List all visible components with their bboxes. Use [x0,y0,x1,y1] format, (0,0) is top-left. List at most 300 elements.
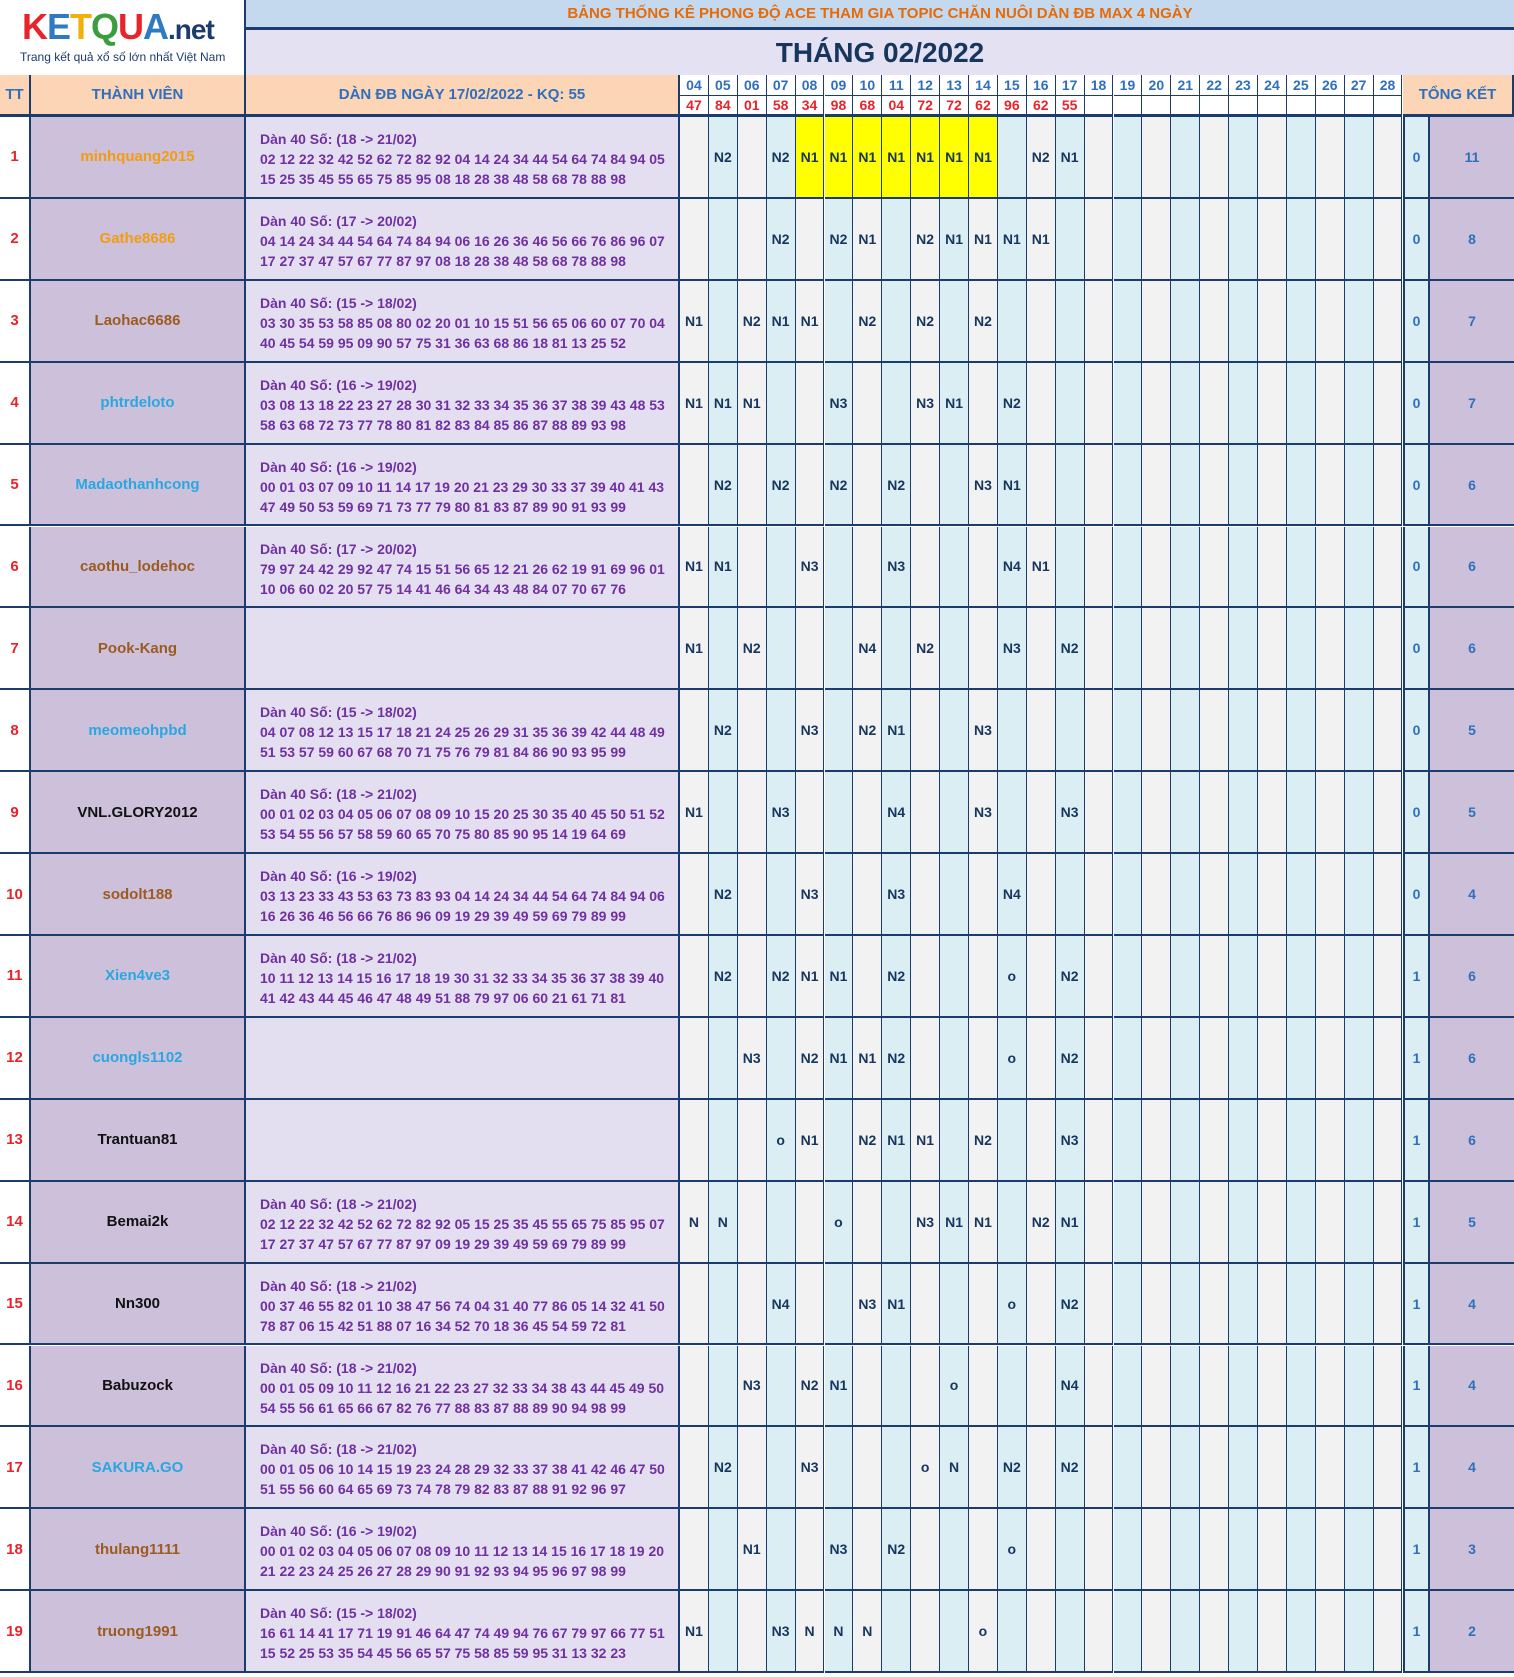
member-name[interactable]: sodolt188 [31,854,246,936]
result-cell [969,1018,998,1100]
result-cell [1229,1509,1258,1591]
result-cell [1229,1591,1258,1673]
result-cell [1142,199,1171,281]
result-cell: N2 [998,363,1027,445]
result-cell: N1 [738,1509,767,1591]
dan-line: 02 12 22 32 42 52 62 72 82 92 05 15 25 35 45 55 65 75 85 95 07 [260,1215,665,1232]
dan-line: 21 22 23 24 25 26 27 28 29 90 91 92 93 94 95 96 97 98 99 [260,1563,626,1580]
result-cell [738,690,767,772]
result-cell [1345,1427,1374,1509]
dan-line: 10 06 60 02 20 57 75 14 41 46 64 34 43 48 84 07 70 67 76 [260,580,626,597]
result-cell: N2 [825,199,854,281]
result-cell [767,854,796,936]
member-name[interactable]: Bemai2k [31,1182,246,1264]
result-cell [1027,1100,1056,1182]
result-cell: N3 [969,690,998,772]
result-cell [1229,281,1258,363]
day-header: 14 [969,75,998,96]
result-cell: o [911,1427,940,1509]
day-header: 18 [1085,75,1114,96]
dan-line: Dàn 40 Số: (16 -> 19/02) [260,458,417,475]
result-cell [1316,1427,1345,1509]
result-cell [1287,281,1316,363]
member-name[interactable]: Xien4ve3 [31,936,246,1018]
result-cell [1142,936,1171,1018]
dan-line: 79 97 24 42 29 92 47 74 15 51 56 65 12 21 26 62 19 91 69 96 01 [260,560,665,577]
result-cell [1287,445,1316,527]
result-cell [767,608,796,690]
result-cell [1229,1427,1258,1509]
result-cell [1345,1018,1374,1100]
result-cell: N3 [911,1182,940,1264]
result-cell: N4 [998,854,1027,936]
result-cell [825,772,854,854]
dan-line: Dàn 40 Số: (15 -> 18/02) [260,1605,417,1622]
summary-miss: 1 [1403,1591,1430,1673]
result-cell [911,1509,940,1591]
result-cell [1114,445,1143,527]
result-cell [1142,117,1171,199]
result-cell [1258,199,1287,281]
result-cell [796,199,825,281]
result-cell [709,608,738,690]
row-index: 5 [0,445,31,527]
result-cell [882,1591,911,1673]
day-header: 11 [882,75,911,96]
result-cell [1142,690,1171,772]
result-cell: N1 [825,117,854,199]
result-cell [1200,854,1229,936]
result-cell: N4 [1056,1346,1085,1428]
result-cell [1229,445,1258,527]
result-cell: N [709,1182,738,1264]
summary-miss: 0 [1403,854,1430,936]
result-cell [1316,1346,1345,1428]
dan-line: Dàn 40 Số: (18 -> 21/02) [260,950,417,966]
day-result: 72 [940,96,969,117]
result-cell [680,1264,709,1346]
result-cell [1374,199,1403,281]
result-cell: N2 [882,1018,911,1100]
row-index: 7 [0,608,31,690]
result-cell [680,445,709,527]
result-cell [825,1264,854,1346]
result-cell [1085,1100,1114,1182]
dan-line: 04 07 08 12 13 15 17 18 21 24 25 26 29 31 35 36 39 42 44 48 49 [260,724,665,741]
day-result: 01 [738,96,767,117]
result-cell [853,1427,882,1509]
result-cell [1374,117,1403,199]
result-cell: N3 [796,527,825,609]
result-cell [1258,445,1287,527]
result-cell [1085,117,1114,199]
dan-numbers [246,936,680,1018]
day-result: 98 [825,96,854,117]
result-cell [1345,1591,1374,1673]
result-cell [1142,445,1171,527]
result-cell [1229,1100,1258,1182]
site-logo[interactable] [0,0,246,75]
result-cell [767,690,796,772]
member-name[interactable]: Laohac6686 [31,281,246,363]
result-cell [796,772,825,854]
dan-numbers [246,363,680,445]
result-cell [998,1182,1027,1264]
result-cell [1229,690,1258,772]
result-cell [940,527,969,609]
result-cell [1287,772,1316,854]
result-cell: N1 [825,1018,854,1100]
result-cell: o [998,1264,1027,1346]
day-result: 68 [853,96,882,117]
result-cell [1171,608,1200,690]
row-index: 14 [0,1182,31,1264]
result-cell [1374,608,1403,690]
member-name[interactable]: Gathe8686 [31,199,246,281]
summary-total: 6 [1430,445,1514,527]
result-cell [1200,1018,1229,1100]
result-cell [1345,1509,1374,1591]
result-cell [911,772,940,854]
result-cell: N1 [825,936,854,1018]
result-cell [1171,1264,1200,1346]
result-cell [1258,1018,1287,1100]
summary-total: 8 [1430,199,1514,281]
dan-numbers [246,1427,680,1509]
summary-total: 6 [1430,608,1514,690]
page-title: BẢNG THỐNG KÊ PHONG ĐỘ ACE THAM GIA TOPIC CHĂN NUÔI DÀN ĐB MAX 4 NGÀY [246,0,1514,30]
logo-wordmark: KETQUA.net [22,6,214,47]
result-cell [911,1346,940,1428]
result-cell [738,772,767,854]
summary-total: 7 [1430,281,1514,363]
result-cell [1374,1346,1403,1428]
summary-total: 4 [1430,1427,1514,1509]
result-cell [969,527,998,609]
result-cell [969,608,998,690]
result-cell [796,445,825,527]
result-cell [1056,527,1085,609]
result-cell [1316,936,1345,1018]
result-cell [1171,281,1200,363]
dan-line: 53 54 55 56 57 58 59 60 65 70 75 80 85 90 95 14 19 64 69 [260,826,626,843]
result-cell [1258,1100,1287,1182]
member-name[interactable]: meomeohpbd [31,690,246,772]
result-cell [1345,1264,1374,1346]
day-result [1374,96,1403,117]
result-cell: N1 [882,1264,911,1346]
summary-miss: 0 [1403,363,1430,445]
result-cell: N2 [969,281,998,363]
header-summary: TỔNG KẾT [1403,75,1514,117]
result-cell: N1 [680,772,709,854]
member-name[interactable]: truong1991 [31,1591,246,1673]
member-name[interactable]: Babuzock [31,1346,246,1428]
result-cell [853,936,882,1018]
result-cell [1374,690,1403,772]
result-cell [1345,608,1374,690]
result-cell [1085,1427,1114,1509]
result-cell [1200,690,1229,772]
result-cell [1258,1264,1287,1346]
result-cell: N1 [998,445,1027,527]
result-cell [1027,363,1056,445]
result-cell [1258,854,1287,936]
summary-miss: 0 [1403,527,1430,609]
result-cell: N1 [796,117,825,199]
result-cell [738,1182,767,1264]
result-cell: N1 [796,281,825,363]
result-cell [1142,1182,1171,1264]
day-header: 25 [1287,75,1316,96]
member-name[interactable]: caothu_lodehoc [31,527,246,609]
result-cell [1114,1100,1143,1182]
member-name[interactable]: phtrdeloto [31,363,246,445]
summary-total: 6 [1430,1018,1514,1100]
day-header: 26 [1316,75,1345,96]
dan-numbers [246,281,680,363]
member-name[interactable]: SAKURA.GO [31,1427,246,1509]
result-cell [1114,281,1143,363]
result-cell [1374,527,1403,609]
member-name[interactable]: cuongls1102 [31,1018,246,1100]
result-cell [1142,608,1171,690]
dan-line: 03 13 23 33 43 53 63 73 83 93 04 14 24 34 44 54 64 74 84 94 06 [260,888,665,905]
result-cell [1229,527,1258,609]
result-cell [680,1427,709,1509]
result-cell: N2 [1056,1018,1085,1100]
dan-line: Dàn 40 Số: (16 -> 19/02) [260,868,417,885]
result-cell [680,117,709,199]
result-cell: N2 [882,445,911,527]
result-cell [1171,1182,1200,1264]
day-header: 05 [709,75,738,96]
result-cell [825,690,854,772]
result-cell [1171,363,1200,445]
result-cell [709,772,738,854]
summary-total: 2 [1430,1591,1514,1673]
result-cell: N2 [738,281,767,363]
result-cell: N1 [680,281,709,363]
day-header: 22 [1200,75,1229,96]
result-cell [853,363,882,445]
result-cell [1085,1346,1114,1428]
result-cell [911,527,940,609]
result-cell [1027,608,1056,690]
result-cell [969,854,998,936]
result-cell [1027,690,1056,772]
result-cell [1056,363,1085,445]
result-cell: N2 [998,1427,1027,1509]
result-cell: o [969,1591,998,1673]
result-cell [1287,117,1316,199]
result-cell: N3 [1056,772,1085,854]
result-cell [709,281,738,363]
result-cell [853,1182,882,1264]
result-cell: N1 [969,117,998,199]
member-name[interactable]: Nn300 [31,1264,246,1346]
result-cell: N1 [767,281,796,363]
result-cell [911,1591,940,1673]
day-result [1171,96,1200,117]
result-cell [1200,363,1229,445]
result-cell: N1 [1027,527,1056,609]
day-result: 96 [998,96,1027,117]
day-header: 13 [940,75,969,96]
dan-line: 17 27 37 47 57 67 77 87 97 08 18 28 38 48 58 68 78 88 98 [260,252,626,269]
result-cell [1171,854,1200,936]
result-cell [1142,1509,1171,1591]
result-cell [1345,445,1374,527]
result-cell [1027,1264,1056,1346]
summary-miss: 1 [1403,1100,1430,1182]
result-cell [1142,1264,1171,1346]
result-cell [1200,1591,1229,1673]
result-cell [1142,1018,1171,1100]
result-cell [1316,1591,1345,1673]
result-cell [1085,1509,1114,1591]
member-name[interactable]: VNL.GLORY2012 [31,772,246,854]
result-cell [1114,854,1143,936]
dan-line: Dàn 40 Số: (18 -> 21/02) [260,1277,417,1294]
result-cell [882,363,911,445]
result-cell [680,1018,709,1100]
result-cell [1056,1591,1085,1673]
result-cell [709,1509,738,1591]
dan-line: Dàn 40 Số: (17 -> 20/02) [260,212,417,229]
result-cell [1316,1264,1345,1346]
result-cell [882,1427,911,1509]
day-result: 58 [767,96,796,117]
day-result [1287,96,1316,117]
member-name[interactable]: thulang1111 [31,1509,246,1591]
result-cell [940,1018,969,1100]
result-cell: N2 [1056,608,1085,690]
result-cell [738,1264,767,1346]
result-cell [1345,1182,1374,1264]
result-cell: N1 [911,117,940,199]
result-cell: N1 [853,199,882,281]
result-cell: N2 [825,445,854,527]
result-cell [882,199,911,281]
result-cell [1316,445,1345,527]
result-cell [1114,363,1143,445]
day-header: 08 [796,75,825,96]
dan-line: 54 55 56 61 65 66 67 82 76 77 88 83 87 88 89 90 94 98 99 [260,1399,626,1416]
result-cell [1056,1509,1085,1591]
result-cell [853,1509,882,1591]
result-cell [738,527,767,609]
result-cell: N2 [767,199,796,281]
result-cell [1056,445,1085,527]
result-cell [911,936,940,1018]
result-cell [709,1100,738,1182]
summary-miss: 1 [1403,936,1430,1018]
result-cell: N [940,1427,969,1509]
result-cell [1142,854,1171,936]
header-tt: TT [0,75,31,117]
row-index: 6 [0,527,31,609]
result-cell [1200,199,1229,281]
result-cell [1287,1509,1316,1591]
dan-numbers [246,1264,680,1346]
result-cell [1374,1264,1403,1346]
day-result [1258,96,1287,117]
day-header: 16 [1027,75,1056,96]
member-name[interactable]: Madaothanhcong [31,445,246,527]
dan-numbers [246,1509,680,1591]
result-cell [1200,117,1229,199]
result-cell [1114,1427,1143,1509]
result-cell [940,1509,969,1591]
member-name[interactable]: Trantuan81 [31,1100,246,1182]
result-cell: N3 [969,445,998,527]
result-cell [1287,1427,1316,1509]
result-cell [1114,772,1143,854]
result-cell: N3 [767,772,796,854]
result-cell [796,1509,825,1591]
result-cell [1287,854,1316,936]
result-cell [940,281,969,363]
day-result: 34 [796,96,825,117]
result-cell [1027,772,1056,854]
day-result [1345,96,1374,117]
result-cell [853,445,882,527]
summary-total: 6 [1430,527,1514,609]
summary-total: 4 [1430,854,1514,936]
result-cell: o [998,1509,1027,1591]
dan-line: 03 08 13 18 22 23 27 28 30 31 32 33 34 35 36 37 38 39 43 48 53 [260,396,665,413]
result-cell [1171,1018,1200,1100]
result-cell [1316,281,1345,363]
summary-miss: 0 [1403,772,1430,854]
result-cell [1171,445,1200,527]
result-cell [911,854,940,936]
result-cell [1316,772,1345,854]
result-cell: N1 [940,363,969,445]
result-cell [911,1264,940,1346]
result-cell [1114,1591,1143,1673]
result-cell: N2 [853,690,882,772]
result-cell: N3 [911,363,940,445]
result-cell [1258,1509,1287,1591]
result-cell: N1 [940,1182,969,1264]
result-cell [1287,363,1316,445]
day-result: 47 [680,96,709,117]
result-cell: N2 [1056,936,1085,1018]
result-cell [680,1100,709,1182]
member-name[interactable]: minhquang2015 [31,117,246,199]
result-cell: N1 [709,527,738,609]
result-cell: N2 [1056,1264,1085,1346]
result-cell [1229,1346,1258,1428]
result-cell [1258,690,1287,772]
result-cell: N4 [998,527,1027,609]
result-cell [1200,1346,1229,1428]
result-cell [1374,445,1403,527]
result-cell [1229,608,1258,690]
result-cell [1114,1346,1143,1428]
member-name[interactable]: Pook-Kang [31,608,246,690]
result-cell: N2 [709,936,738,1018]
dan-numbers [246,527,680,609]
result-cell [1229,363,1258,445]
dan-line: 04 14 24 34 44 54 64 74 84 94 06 16 26 36 46 56 66 76 86 96 07 [260,232,665,249]
result-cell [1287,1346,1316,1428]
result-cell: N [680,1182,709,1264]
result-cell [1027,1346,1056,1428]
summary-total: 3 [1430,1509,1514,1591]
